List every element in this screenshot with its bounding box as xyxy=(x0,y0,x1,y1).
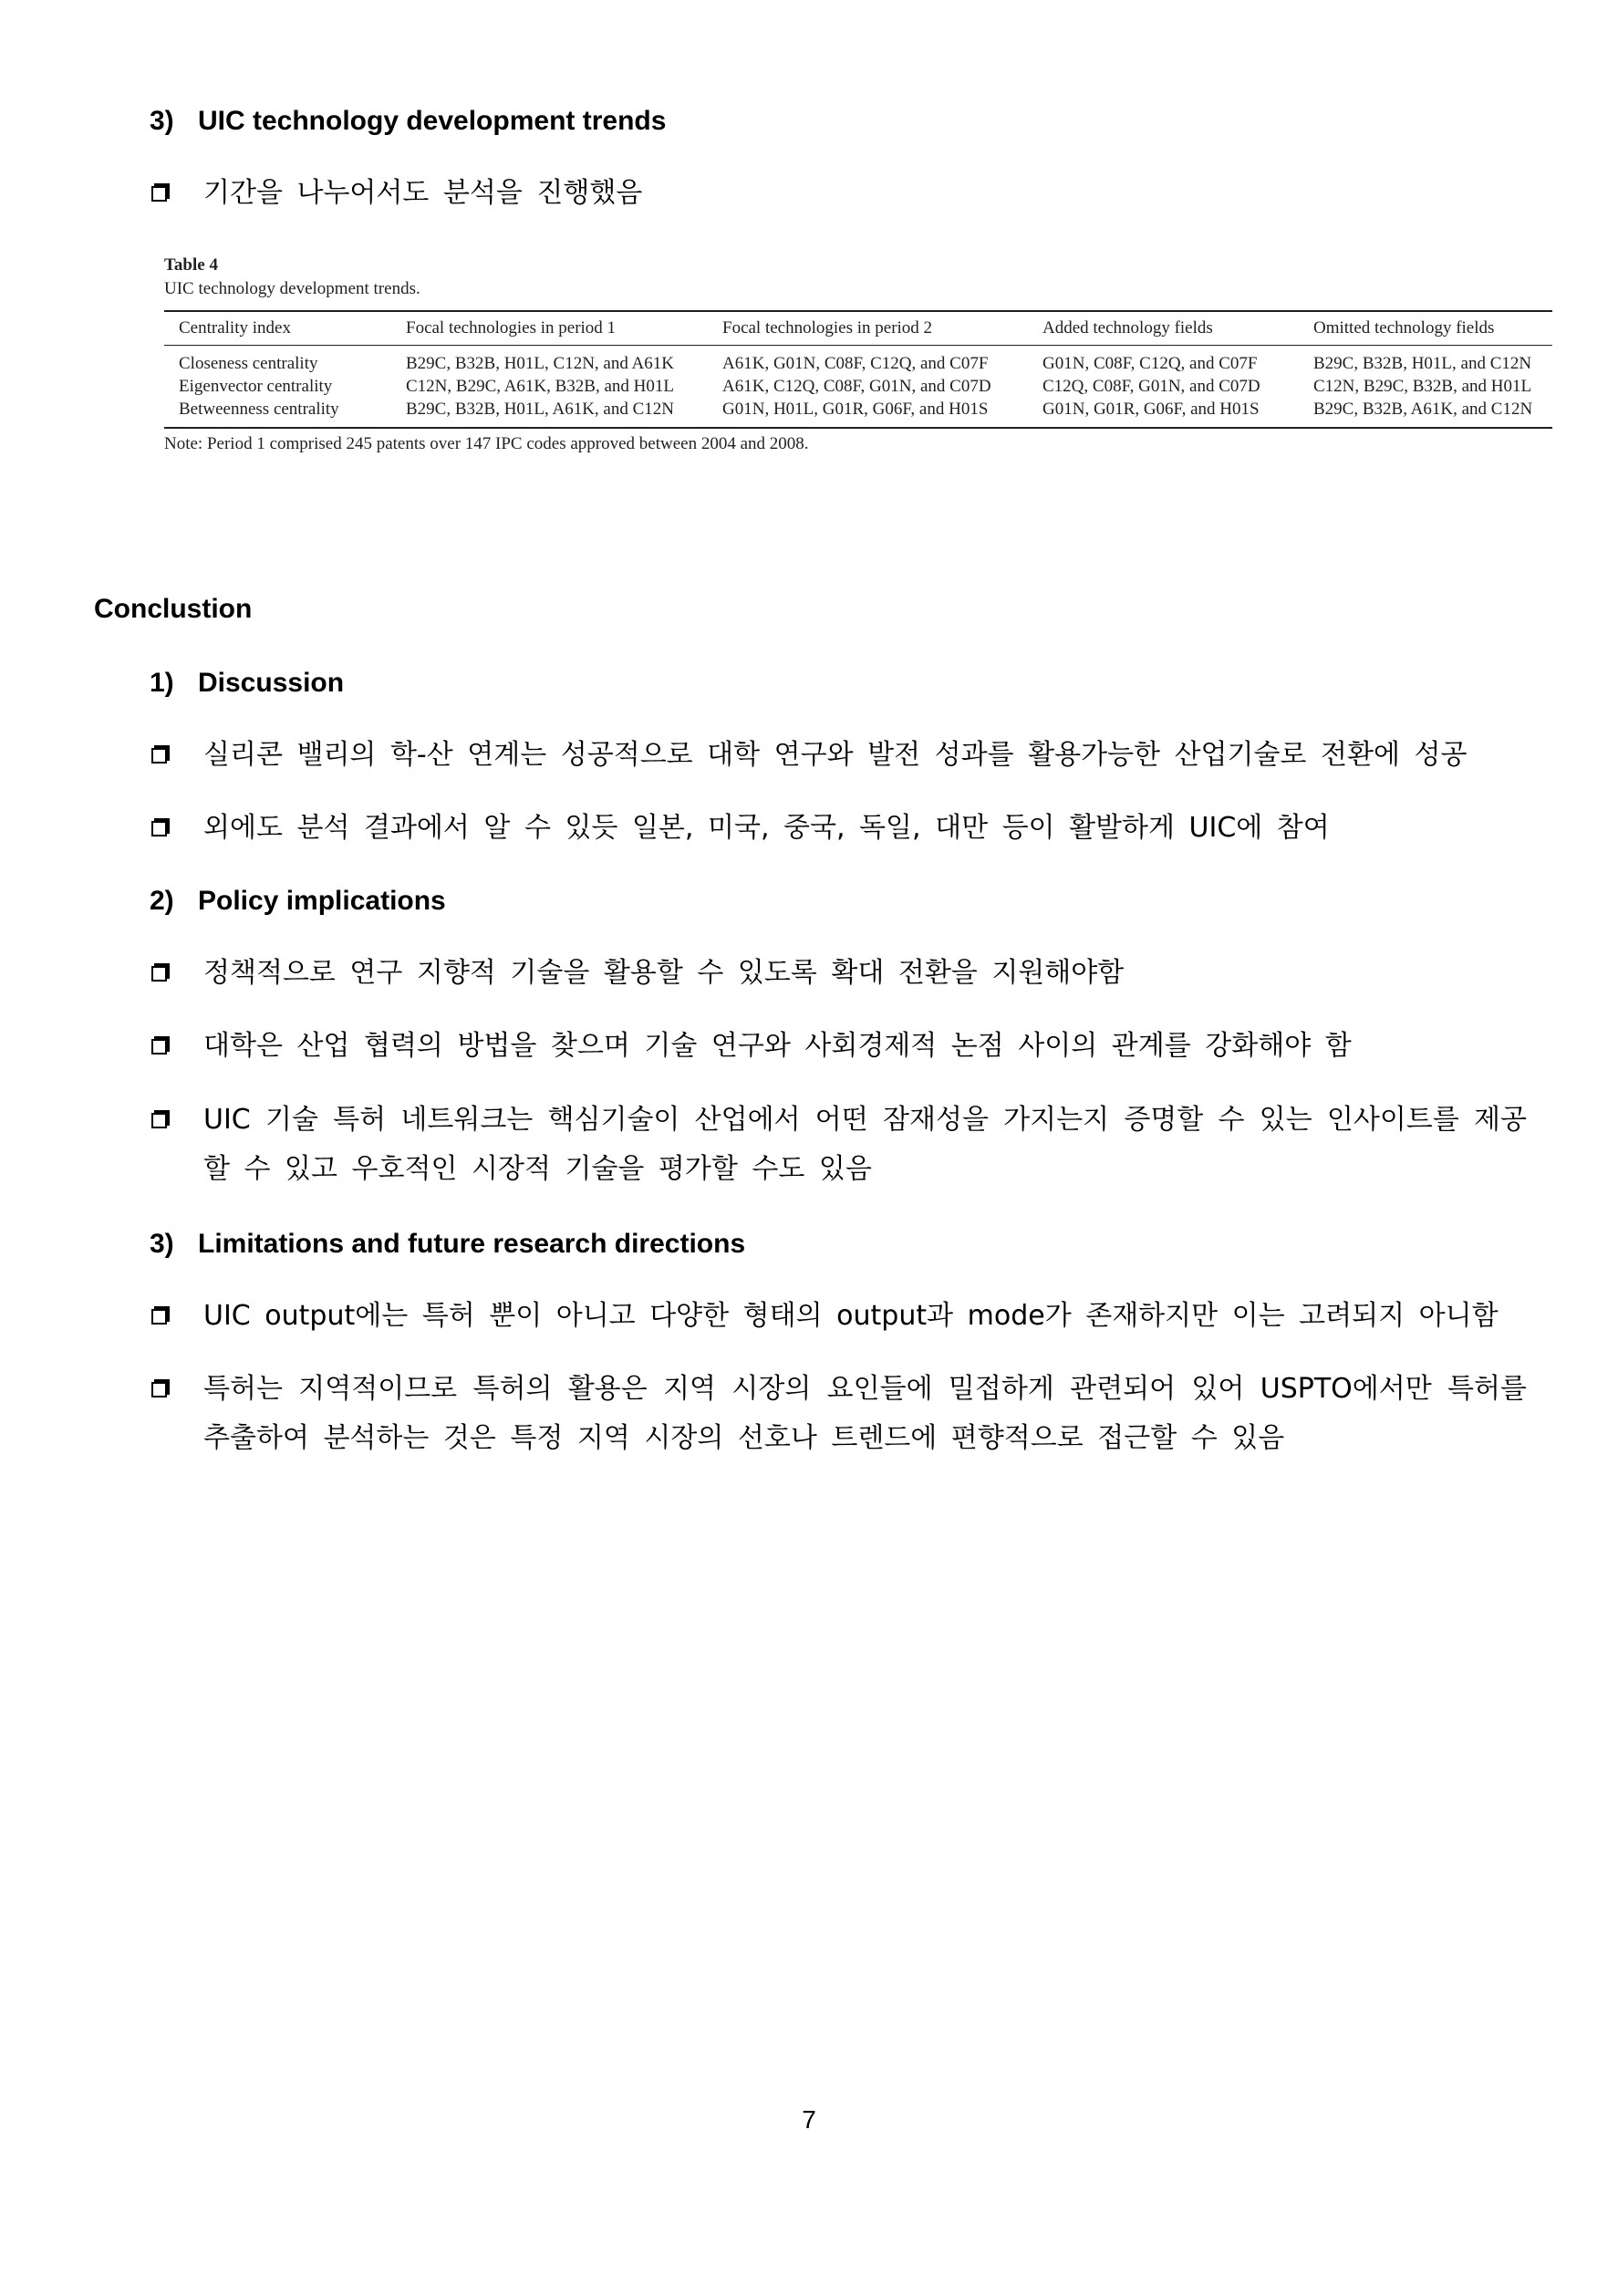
subsection-title: Limitations and future research directions xyxy=(198,1229,746,1259)
checkbox-square-icon xyxy=(151,1113,167,1128)
bullet-text: 기간을 나누어서도 분석을 진행했음 xyxy=(203,177,643,209)
table-row xyxy=(164,398,1552,428)
table-cell: C12N, B29C, A61K, B32B, and H01L xyxy=(406,377,674,396)
checkbox-square-icon xyxy=(151,966,167,982)
column-header: Added technology fields xyxy=(1042,318,1213,338)
technology-trends-table xyxy=(164,310,1552,429)
table-row xyxy=(164,346,1552,376)
bullet-item xyxy=(150,731,1527,780)
bullet-text: 정책적으로 연구 지향적 기술을 활용할 수 있도록 확대 전환을 지원해야함 xyxy=(203,957,1125,989)
column-header: Omitted technology fields xyxy=(1313,318,1495,338)
checkbox-square-icon xyxy=(151,1039,167,1054)
bullet-text: UIC output에는 특허 뿐이 아니고 다양한 형태의 output과 mode가 존재하지만 이는 고려되지 아니함 xyxy=(203,1300,1499,1332)
bullet-text: 특허는 지역적이므로 특허의 활용은 지역 시장의 요인들에 밀접하게 관련되어 있어 USPTO에서만 특허를 추출하여 분석하는 것은 특정 지역 시장의 선호나 트렌드에 편향적으로 접근할 수 있음 xyxy=(203,1373,1527,1454)
checkbox-square-icon xyxy=(151,186,167,202)
bullet-item xyxy=(150,1365,1527,1463)
bullet-item xyxy=(150,169,1527,218)
table-cell: Eigenvector centrality xyxy=(179,377,333,396)
table-cell: G01N, C08F, C12Q, and C07F xyxy=(1042,354,1258,373)
table-cell: B29C, B32B, H01L, and C12N xyxy=(1313,354,1532,373)
checkbox-square-icon xyxy=(151,821,167,836)
checkbox-square-icon xyxy=(151,1309,167,1325)
table-cell: B29C, B32B, H01L, C12N, and A61K xyxy=(406,354,674,373)
subsection-number: 1) xyxy=(150,668,174,698)
bullet-item xyxy=(150,1292,1527,1341)
table-cell: B29C, B32B, H01L, A61K, and C12N xyxy=(406,400,674,419)
checkbox-square-icon xyxy=(151,748,167,764)
subsection-heading-discussion xyxy=(150,667,344,700)
table-caption: UIC technology development trends. xyxy=(164,279,420,298)
subsection-heading-limitations xyxy=(150,1228,745,1261)
subsection-title: Policy implications xyxy=(198,886,446,916)
subsection-number: 2) xyxy=(150,886,174,916)
bullet-item xyxy=(150,804,1527,853)
conclusion-heading: Conclustion xyxy=(94,594,253,624)
section-title: UIC technology development trends xyxy=(198,106,667,136)
subsection-title: Discussion xyxy=(198,668,345,698)
page-number: 7 xyxy=(802,2105,816,2134)
column-header: Focal technologies in period 2 xyxy=(722,318,933,338)
table-cell: G01N, H01L, G01R, G06F, and H01S xyxy=(722,400,989,419)
table-label: Table 4 xyxy=(164,255,218,275)
section-heading-uic-trends xyxy=(150,105,666,138)
table-cell: Closeness centrality xyxy=(179,354,318,373)
bullet-text: 대학은 산업 협력의 방법을 찾으며 기술 연구와 사회경제적 논점 사이의 관계를 강화해야 함 xyxy=(203,1030,1352,1062)
table-cell: C12Q, C08F, G01N, and C07D xyxy=(1042,377,1260,396)
table-cell: C12N, B29C, B32B, and H01L xyxy=(1313,377,1532,396)
checkbox-square-icon xyxy=(151,1382,167,1397)
table-header-row xyxy=(164,311,1552,346)
bullet-text: 실리콘 밸리의 학-산 연계는 성공적으로 대학 연구와 발전 성과를 활용가능한 산업기술로 전환에 성공 xyxy=(203,739,1468,771)
subsection-number: 3) xyxy=(150,1229,174,1259)
bullet-text: UIC 기술 특허 네트워크는 핵심기술이 산업에서 어떤 잠재성을 가지는지 증명할 수 있는 인사이트를 제공할 수 있고 우호적인 시장적 기술을 평가할 수도 있음 xyxy=(203,1104,1527,1185)
table-cell: B29C, B32B, A61K, and C12N xyxy=(1313,400,1533,419)
table-note: Note: Period 1 comprised 245 patents over 147 IPC codes approved between 2004 and 2008. xyxy=(164,434,809,453)
bullet-text: 외에도 분석 결과에서 알 수 있듯 일본, 미국, 중국, 독일, 대만 등이 활발하게 UIC에 참여 xyxy=(203,812,1330,844)
column-header: Centrality index xyxy=(179,318,291,338)
column-header: Focal technologies in period 1 xyxy=(406,318,617,338)
table-cell: A61K, C12Q, C08F, G01N, and C07D xyxy=(722,377,991,396)
subsection-heading-policy xyxy=(150,885,446,918)
bullet-item xyxy=(150,949,1527,998)
table-row xyxy=(164,375,1552,398)
section-number: 3) xyxy=(150,106,174,136)
table-cell: G01N, G01R, G06F, and H01S xyxy=(1042,400,1260,419)
table-cell: Betweenness centrality xyxy=(179,400,339,419)
table-cell: A61K, G01N, C08F, C12Q, and C07F xyxy=(722,354,989,373)
bullet-item xyxy=(150,1022,1527,1071)
bullet-item xyxy=(150,1096,1527,1194)
